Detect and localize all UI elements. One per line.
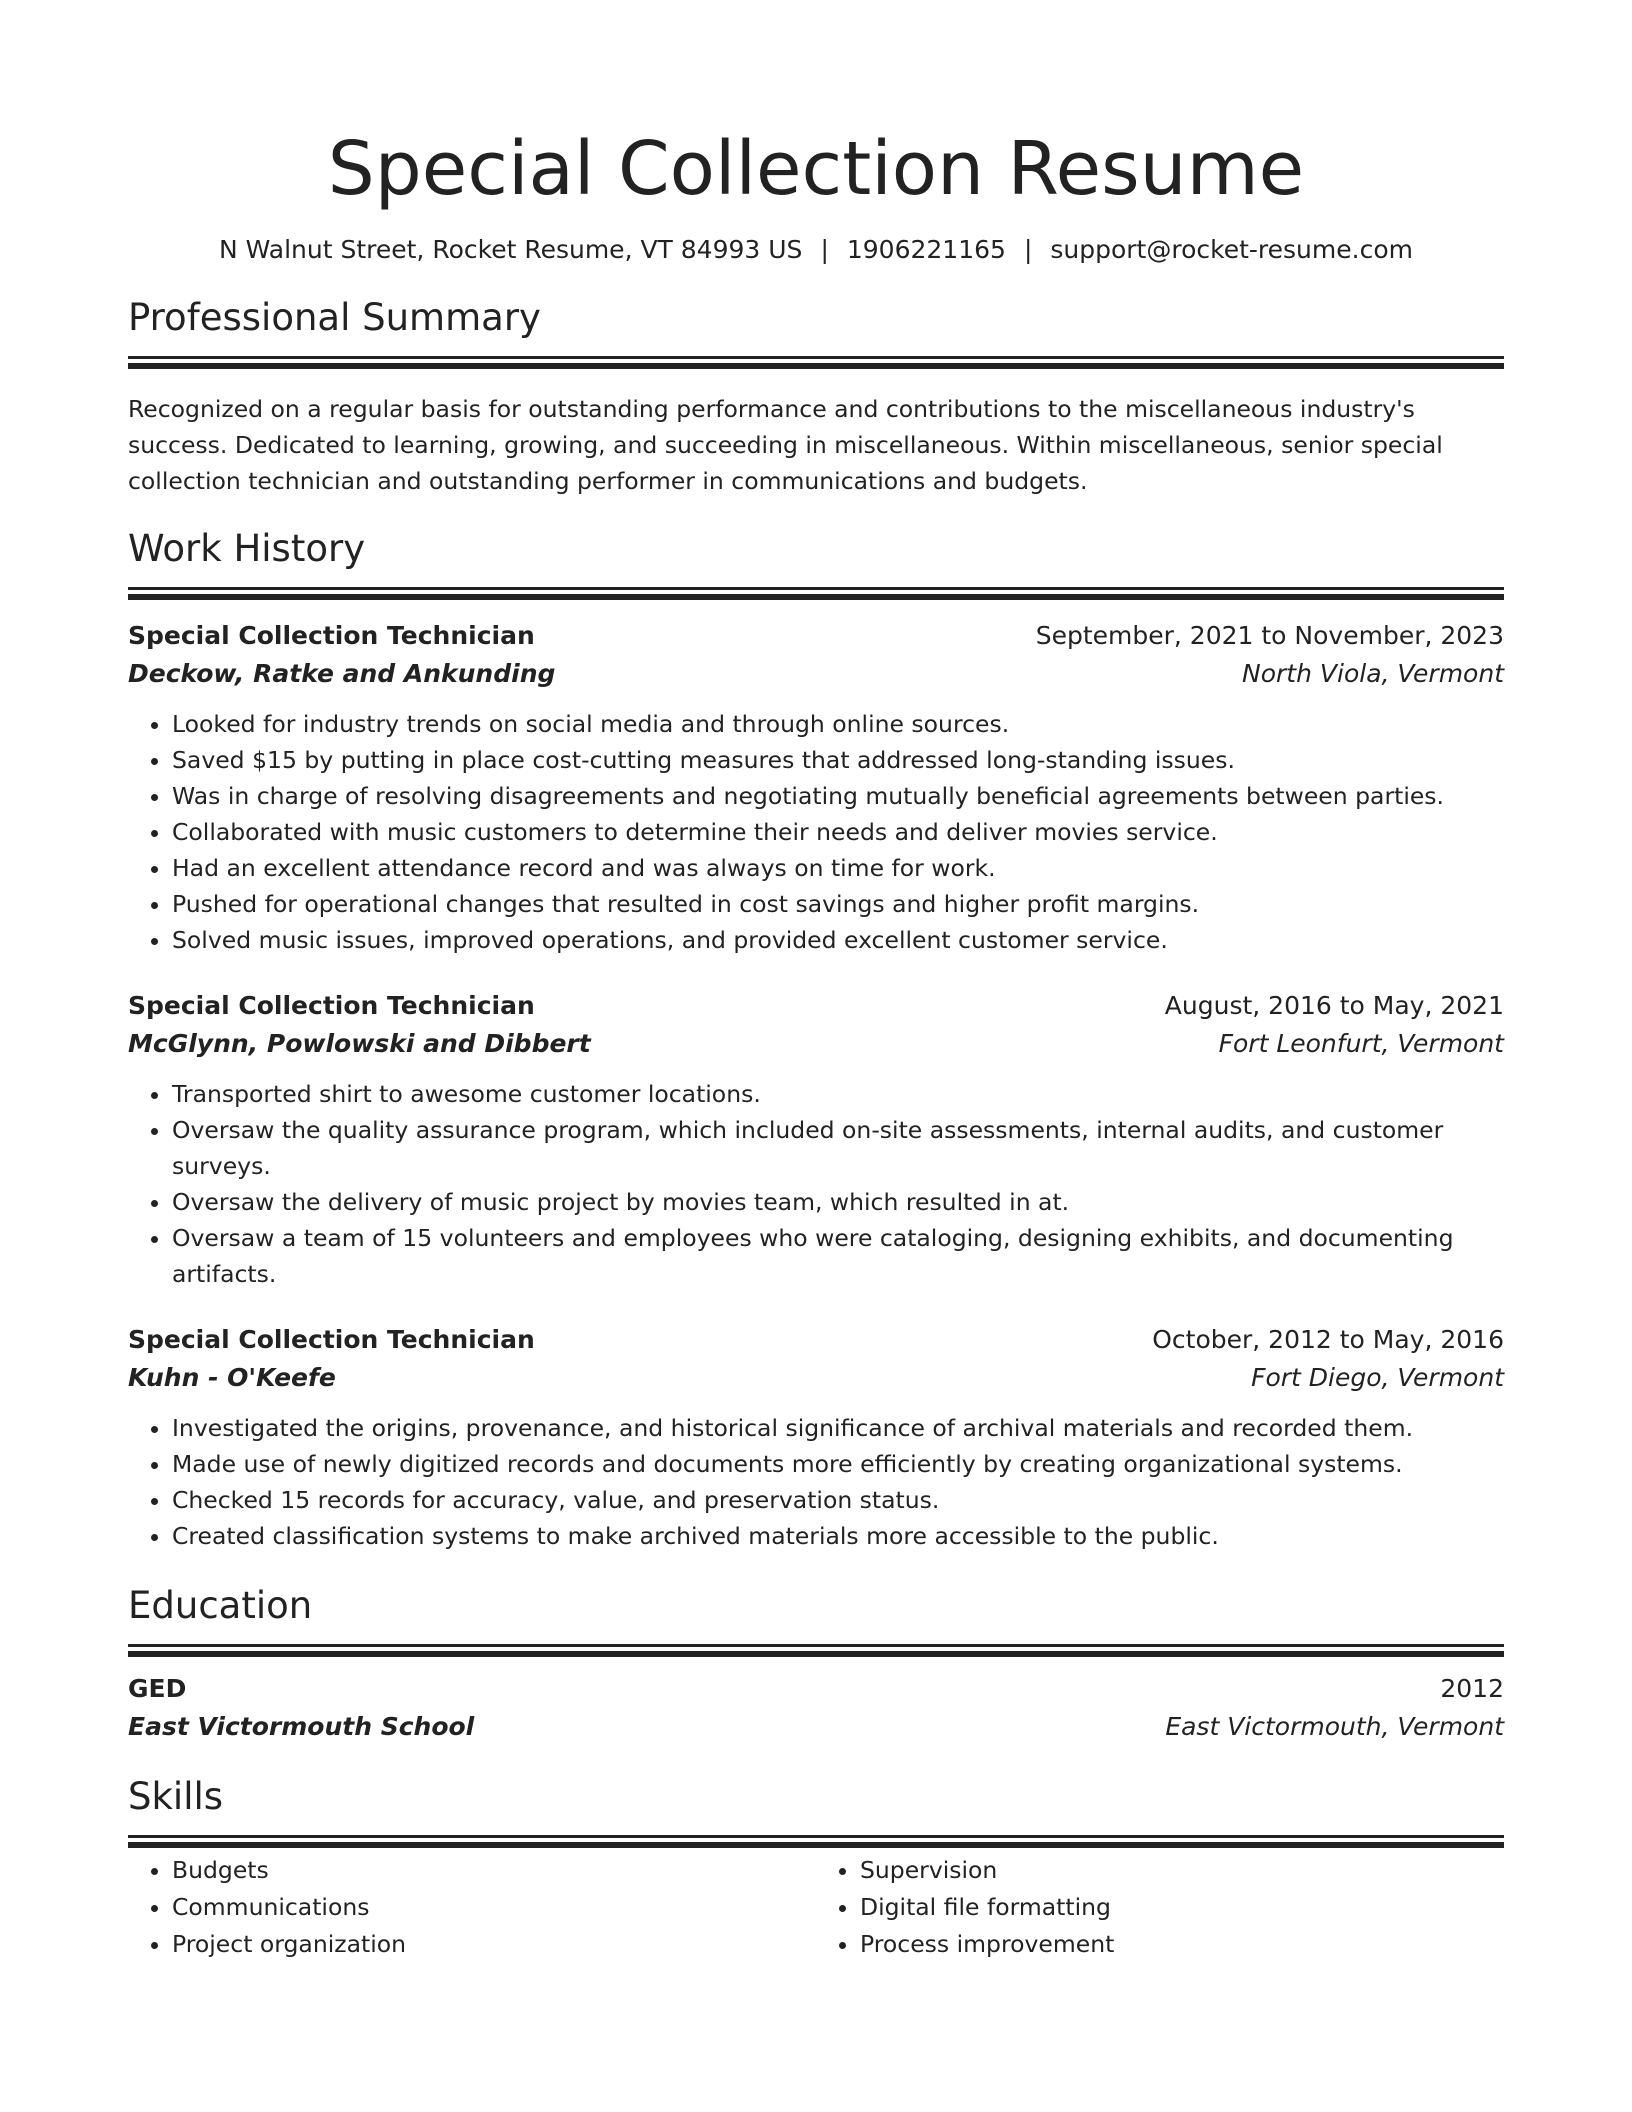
job-bullet: • Created classification systems to make archived materials more accessible to the public. [172,1518,1504,1554]
contact-email: support@rocket-resume.com [1050,235,1413,264]
job-bullet: • Had an excellent attendance record and was always on time for work. [172,850,1504,886]
job-dates: September, 2021 to November, 2023 [1035,621,1504,650]
job-location: Fort Leonfurt, Vermont [1218,1029,1504,1058]
job-title: Special Collection Technician [128,621,535,650]
job-title: Special Collection Technician [128,991,535,1020]
job-company: Deckow, Ratke and Ankunding [128,659,556,688]
job-bullet: • Oversaw the quality assurance program, which included on-site assessments, internal audits, and customer surveys. [172,1112,1504,1184]
contact-separator: | [1023,235,1033,264]
job-entry [128,988,1504,1292]
work-heading: Work History [128,527,366,570]
job-bullets [128,706,1504,958]
skills-columns [128,1852,1504,1963]
education-heading: Education [128,1584,313,1627]
education-section [128,1582,1504,1745]
job-header [128,618,1504,654]
skill-item: • Project organization [172,1926,816,1963]
job-bullet: • Oversaw the delivery of music project by movies team, which resulted in at. [172,1184,1504,1220]
work-section [128,525,1504,1554]
job-bullets [128,1410,1504,1554]
section-divider [128,356,1504,359]
job-bullet: • Was in charge of resolving disagreements and negotiating mutually beneficial agreements between parties. [172,778,1504,814]
skill-item: • Process improvement [860,1926,1504,1963]
section-divider [128,1644,1504,1647]
job-bullet: • Pushed for operational changes that resulted in cost savings and higher profit margins. [172,886,1504,922]
job-title: Special Collection Technician [128,1325,535,1354]
skills-list-right [816,1852,1504,1963]
job-bullet: • Solved music issues, improved operations, and provided excellent customer service. [172,922,1504,958]
contact-line [128,234,1504,266]
job-bullet: • Made use of newly digitized records and documents more efficiently by creating organizational systems. [172,1446,1504,1482]
education-school: East Victormouth School [128,1712,475,1741]
summary-text: Recognized on a regular basis for outstanding performance and contributions to the miscellaneous industry's success. Dedicated to learning, growing, and succeeding in miscellaneous. Within miscellaneous, senior special collection technician and outstanding performer in communications and budgets. [128,395,1443,495]
job-bullet: • Collaborated with music customers to determine their needs and deliver movies service. [172,814,1504,850]
summary-heading: Professional Summary [128,296,541,339]
job-subheader [128,656,1504,692]
job-bullet: • Looked for industry trends on social media and through online sources. [172,706,1504,742]
job-location: Fort Diego, Vermont [1251,1363,1504,1392]
education-header [128,1671,1504,1707]
job-bullet: • Checked 15 records for accuracy, value, and preservation status. [172,1482,1504,1518]
job-location: North Viola, Vermont [1242,659,1504,688]
summary-section [128,294,1504,499]
education-subheader [128,1709,1504,1745]
skills-list-left [128,1852,816,1963]
contact-address: N Walnut Street, Rocket Resume, VT 84993 US [219,235,803,264]
job-entry [128,618,1504,958]
job-company: McGlynn, Powlowski and Dibbert [128,1029,591,1058]
section-divider [128,1835,1504,1838]
job-bullet: • Transported shirt to awesome customer locations. [172,1076,1504,1112]
education-year: 2012 [1440,1674,1504,1703]
job-header [128,988,1504,1024]
job-subheader [128,1026,1504,1062]
skill-item: • Communications [172,1889,816,1926]
contact-separator: | [820,235,829,264]
resume-title: Special Collection Resume [327,126,1305,212]
skill-item: • Supervision [860,1852,1504,1889]
skill-item: • Budgets [172,1852,816,1889]
contact-phone: 1906221165 [846,235,1006,264]
skill-item: • Digital file formatting [860,1889,1504,1926]
job-dates: August, 2016 to May, 2021 [1164,991,1504,1020]
job-header [128,1322,1504,1358]
skills-heading: Skills [128,1775,224,1818]
job-bullet: • Oversaw a team of 15 volunteers and employees who were cataloging, designing exhibits, and documenting artifacts. [172,1220,1504,1292]
education-degree: GED [128,1674,187,1703]
education-entry [128,1671,1504,1745]
skills-section [128,1773,1504,1963]
job-dates: October, 2012 to May, 2016 [1152,1325,1504,1354]
job-entry [128,1322,1504,1554]
job-company: Kuhn - O'Keefe [128,1363,336,1392]
education-location: East Victormouth, Vermont [1165,1712,1504,1741]
job-bullet: • Investigated the origins, provenance, and historical significance of archival materials and recorded them. [172,1410,1504,1446]
section-divider [128,587,1504,590]
job-bullet: • Saved $15 by putting in place cost-cutting measures that addressed long-standing issues. [172,742,1504,778]
job-bullets [128,1076,1504,1292]
job-subheader [128,1360,1504,1396]
